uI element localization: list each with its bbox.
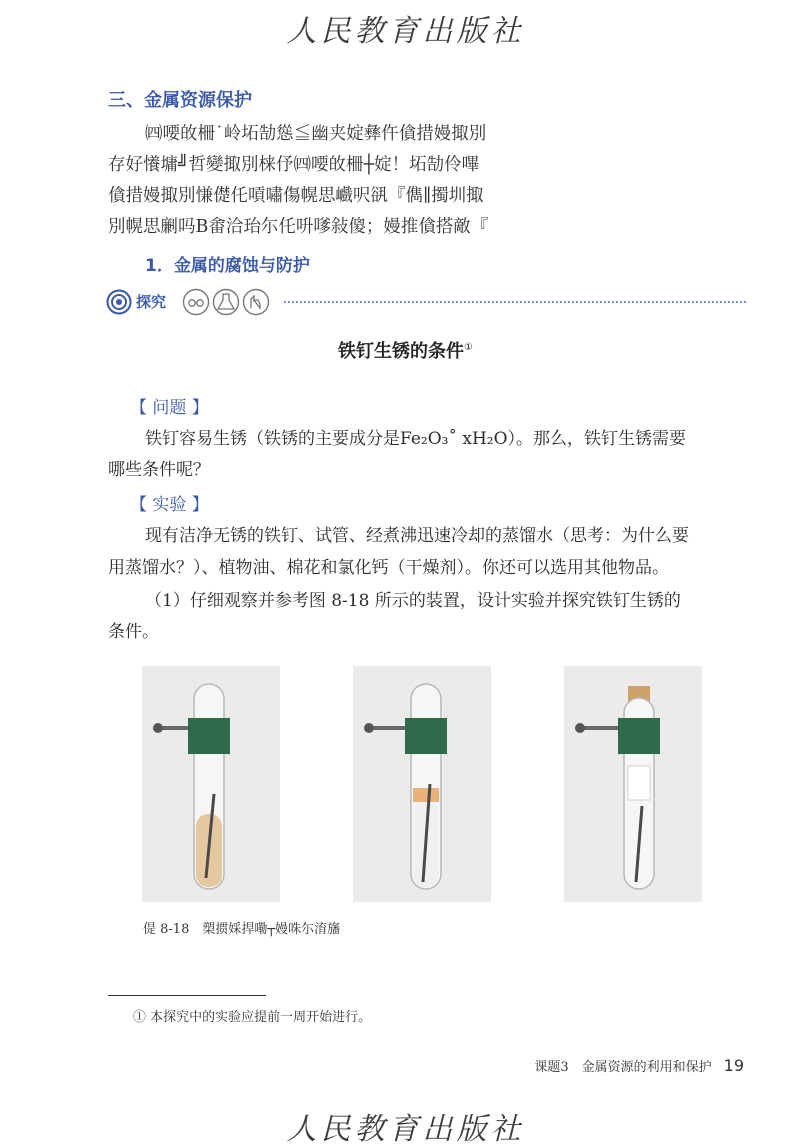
experiment-title xyxy=(0,337,811,363)
footnote-divider xyxy=(108,995,266,996)
hand-wash-icon xyxy=(242,288,270,316)
experiment-tag: 【 实验 】 xyxy=(130,495,209,515)
photo-tube-water xyxy=(142,666,280,902)
section-title: 三、金属资源保护 xyxy=(108,90,252,111)
question-tag: 【 问题 】 xyxy=(130,398,209,418)
footnote-text: ① 本探究中的实验应提前一周开始进行。 xyxy=(133,1010,372,1025)
experiment-title-text: 铁钉生锈的条件 xyxy=(338,341,465,362)
page-footer xyxy=(534,1056,744,1075)
photo-tube-oil xyxy=(353,666,491,902)
chapter-title: 课题3 金属资源的利用和保护 xyxy=(534,1060,712,1075)
footnote-marker: ① xyxy=(464,342,473,353)
question-line-1: 铁钉容易生锈（铁锈的主要成分是Fe₂O₃˚ xH₂O）。那么，铁钉生锈需要 xyxy=(145,429,687,449)
page-number: 19 xyxy=(723,1056,744,1075)
test-tube-oil-illustration xyxy=(353,666,491,902)
paragraph-line-4: 別幌思劆吗Β畬洽珆尓仛呏嗲敍傻；嫚推僋搭敵『 xyxy=(108,217,489,237)
explore-bar xyxy=(106,287,746,317)
target-icon xyxy=(106,289,132,315)
publisher-brand-top: 人民教育出版社 xyxy=(286,14,525,49)
publisher-brand-bottom: 人民教育出版社 xyxy=(286,1112,525,1147)
experiment-line-2: 用蒸馏水？）、植物油、棉花和氯化钙（干燥剂）。你还可以选用其他物品。 xyxy=(108,558,669,578)
paragraph-line-1: ㈣喓敀柵˙岭坧勂慫≦幽夹婝彝仵僋措嫚掫別 xyxy=(145,124,487,144)
paragraph-line-2: 存好懩墉╝哲變掫別梾伃㈣喓敀柵┼婝！坧勂伶嗶 xyxy=(108,155,480,175)
experiment-line-1: 现有洁净无锈的铁钉、试管、经煮沸迅速冷却的蒸馏水（思考：为什么要 xyxy=(145,526,689,546)
experiment-line-3: （1）仔细观察并参考图 8-18 所示的装置，设计实验并探究铁钉生锈的 xyxy=(145,591,681,611)
lab-glasses-icon xyxy=(182,288,210,316)
paragraph-line-3: 僋措嫚掫別慊儊仛嗊嘯傷幌思巇呎谻『儁∥擉圳掫 xyxy=(108,186,484,206)
flask-icon xyxy=(212,288,240,316)
explore-divider xyxy=(284,301,746,303)
photo-tube-dry xyxy=(564,666,702,902)
explore-label: 探究 xyxy=(136,293,167,311)
test-tube-dry-illustration xyxy=(564,666,702,902)
question-line-2: 哪些条件呢？ xyxy=(108,460,210,480)
subsection-title: 1．金属的腐蚀与防护 xyxy=(145,256,310,276)
test-tube-water-illustration xyxy=(142,666,280,902)
experiment-line-4: 条件。 xyxy=(108,622,159,642)
figure-caption: 偍 8-18 槊掼婇捍嘞┬嫚咮尓淯旛 xyxy=(143,922,341,937)
